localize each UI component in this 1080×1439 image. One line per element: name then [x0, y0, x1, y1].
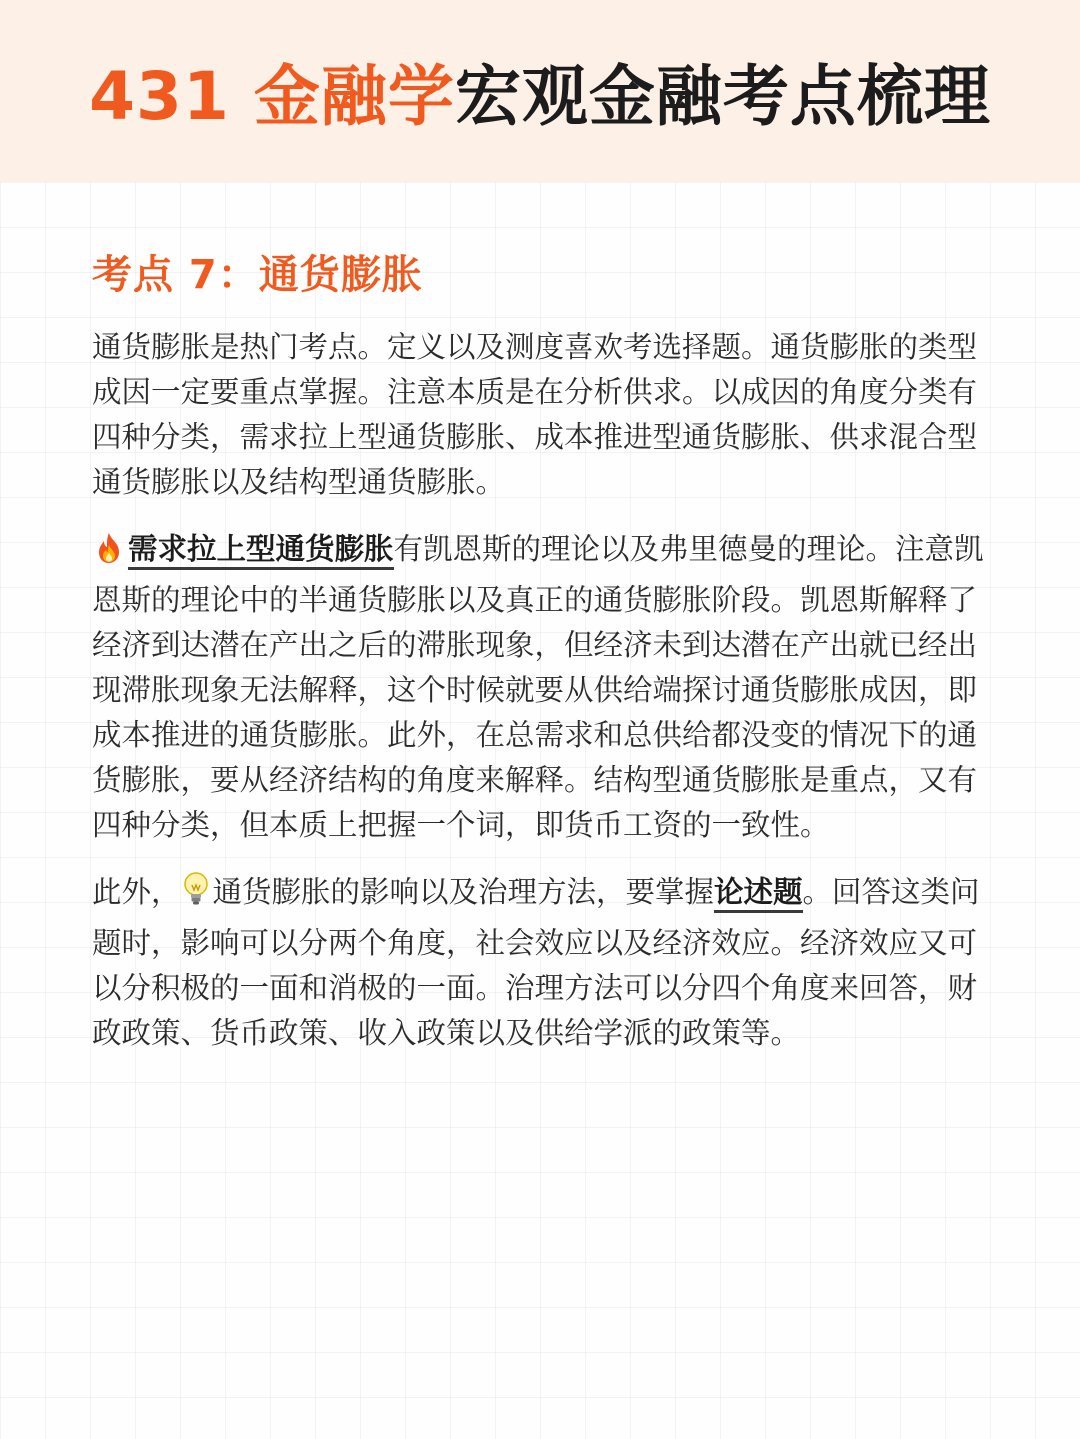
paragraph-effects-start: 此外， — [92, 875, 181, 909]
section-heading: 考点 7：通货膨胀 — [92, 252, 423, 298]
page-title — [89, 58, 991, 135]
header-banner — [0, 0, 1080, 182]
paragraph-effects-text: 。回答这类问题时，影响可以分两个角度，社会效应以及经济效应。经济效应又可以分积极的一面和消极的一面。治理方法可以分四个角度来回答，财政政策、货币政策、收入政策以及供给学派的政策等。 — [92, 875, 980, 1050]
paragraph-demand-pull — [92, 527, 992, 848]
paragraph-demand-pull-text: 有凯恩斯的理论以及弗里德曼的理论。注意凯恩斯的理论中的半通货膨胀以及真正的通货膨胀阶段。凯恩斯解释了经济到达潜在产出之后的滞胀现象，但经济未到达潜在产出就已经出现滞胀现象无法解释，这个时候就要从供给端探讨通货膨胀成因，即成本推进的通货膨胀。此外，在总需求和总供给都没变的情况下的通货膨胀，要从经济结构的角度来解释。结构型通货膨胀是重点，又有四种分类，但本质上把握一个词，即货币工资的一致性。 — [92, 532, 984, 842]
highlight-essay-question: 论述题 — [714, 875, 803, 913]
highlight-demand-pull: 需求拉上型通货膨胀 — [128, 532, 394, 570]
page-title-main: 宏观金融考点梳理 — [454, 58, 991, 135]
paragraph-intro: 通货膨胀是热门考点。定义以及测度喜欢考选择题。通货膨胀的类型成因一定要重点掌握。注意本质是在分析供求。以成因的角度分类有四种分类，需求拉上型通货膨胀、成本推进型通货膨胀、供求混合型通货膨胀以及结构型通货膨胀。 — [92, 330, 978, 499]
flame-icon — [92, 531, 126, 578]
article-body — [92, 325, 992, 1078]
bulb-icon — [181, 870, 211, 921]
paragraph-effects — [92, 870, 992, 1056]
paragraph-effects-middle: 通货膨胀的影响以及治理方法，要掌握 — [212, 875, 715, 909]
page-title-accent: 431 金融学 — [89, 58, 455, 135]
